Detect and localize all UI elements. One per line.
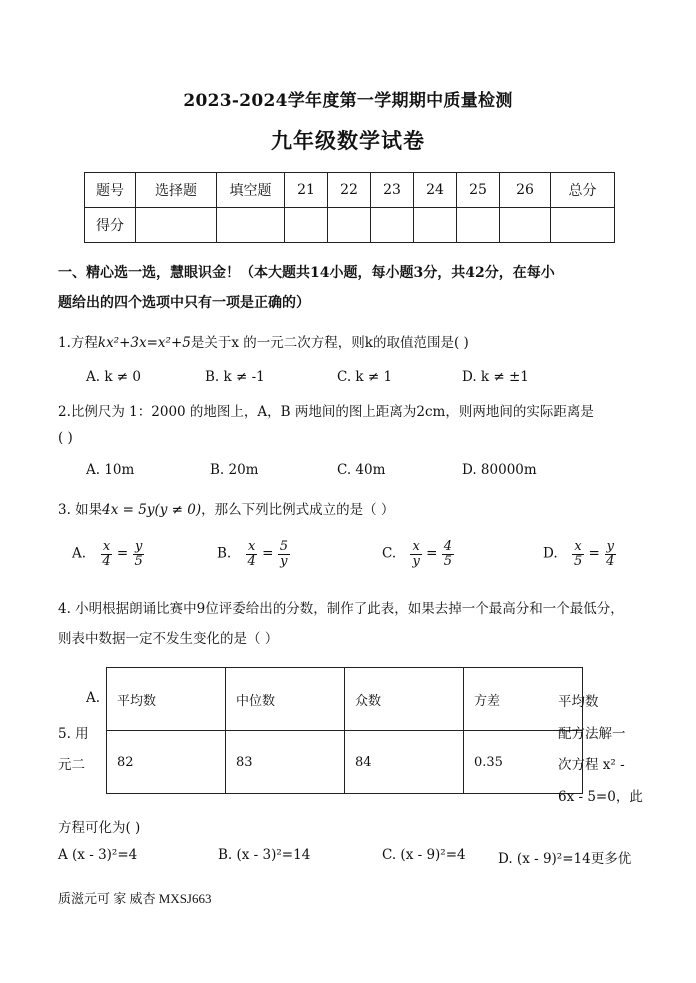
q4-stats-table xyxy=(106,667,583,794)
q1-option-a: A. k ≠ 0 xyxy=(86,369,141,385)
score-cell xyxy=(414,208,457,243)
fraction-numerator: y xyxy=(134,539,143,554)
question-5-fragment-4: 6x - 5=0，此 xyxy=(558,789,643,805)
stats-value-row xyxy=(107,731,583,794)
q3-option-d-left-fraction xyxy=(572,540,584,568)
score-table-score-row xyxy=(85,208,615,243)
score-cell xyxy=(500,208,551,243)
overlap-option-d-text: 平均数 xyxy=(558,694,599,710)
exam-title-line1: 2023-2024学年度第一学期期中质量检测 xyxy=(183,91,513,111)
score-header-cell: 26 xyxy=(500,173,551,208)
q3-suffix: ，那么下列比例式成立的是（ ） xyxy=(201,502,395,518)
q3-option-c: C. $\frac{x}{y}$ = $\frac{4}{5}$ xyxy=(382,539,452,569)
fraction-numerator: x xyxy=(412,539,420,554)
section1-heading-line2: 题给出的四个选项中只有一项是正确的） xyxy=(58,295,310,311)
q1-prefix: 1.方程 xyxy=(58,335,98,351)
q3-option-a-label: A. xyxy=(72,545,87,562)
question-1 xyxy=(58,331,469,351)
fraction-denominator: 5 xyxy=(573,553,583,569)
q1-option-c: C. k ≠ 1 xyxy=(337,369,393,385)
stats-header-cell: 中位数 xyxy=(226,668,345,731)
fraction-numerator: x xyxy=(247,539,256,554)
score-header-cell: 25 xyxy=(457,173,500,208)
stats-value-cell: 82 xyxy=(107,731,226,794)
fraction-denominator: y xyxy=(280,553,288,569)
fraction-numerator: y xyxy=(606,539,614,554)
q2-option-d: D. 80000m xyxy=(462,462,537,478)
q3-option-a: A. $\frac{x}{4}$ = $\frac{y}{5}$ xyxy=(72,539,143,569)
q1-option-b: B. k ≠ -1 xyxy=(205,369,265,385)
score-header-cell: 22 xyxy=(328,173,371,208)
question-2-line1: 2.比例尺为 1：2000 的地图上，A，B 两地间的图上距离为2cm，则两地间的实际距离是 xyxy=(58,404,594,420)
q3-option-c-left-fraction xyxy=(410,540,421,568)
stats-header-row xyxy=(107,668,583,731)
fraction-numerator: 4 xyxy=(443,539,452,554)
fraction-numerator: 5 xyxy=(279,539,288,554)
q3-option-b-right-fraction xyxy=(278,540,290,568)
fraction-denominator: 4 xyxy=(606,553,615,569)
score-cell xyxy=(328,208,371,243)
q3-option-b: B. $\frac{x}{4}$ = $\frac{5}{y}$ xyxy=(217,539,288,569)
score-cell xyxy=(285,208,328,243)
question-5-fragment: 元二 xyxy=(58,757,85,773)
question-3 xyxy=(58,498,394,518)
stats-value-cell: 0.35 xyxy=(464,731,583,794)
score-header-cell: 题号 xyxy=(85,173,136,208)
fraction-denominator: 5 xyxy=(134,553,143,569)
stats-value-cell: 83 xyxy=(226,731,345,794)
score-table-header-row xyxy=(85,173,615,208)
question-5-line: 方程可化为( ) xyxy=(58,820,141,836)
fraction-denominator: 4 xyxy=(102,553,111,569)
score-header-cell: 21 xyxy=(285,173,328,208)
stats-header-cell: 方差 xyxy=(464,668,583,731)
question-2-line2: ( ) xyxy=(58,430,73,446)
footer-text: 质滋元可 家 威杏 MXSJ663 xyxy=(58,891,212,906)
q5-option-d xyxy=(498,847,631,867)
q2-option-b: B. 20m xyxy=(210,462,259,478)
q3-option-b-left-fraction xyxy=(246,540,258,568)
fraction-denominator: 4 xyxy=(247,553,256,569)
q1-option-d: D. k ≠ ±1 xyxy=(462,369,529,385)
q5-option-c: C. (x - 9)²=4 xyxy=(382,847,466,863)
stats-value-cell: 84 xyxy=(345,731,464,794)
q3-option-d: D. $\frac{x}{5}$ = $\frac{y}{4}$ xyxy=(543,539,615,569)
exam-title-line2: 九年级数学试卷 xyxy=(271,128,425,153)
q5-option-b: B. (x - 3)²=14 xyxy=(218,847,311,863)
question-5-fragment-2: 配方法解一 xyxy=(558,726,626,742)
score-row-label: 得分 xyxy=(85,208,136,243)
q5-trailing-text: 更多优 xyxy=(590,851,632,867)
q3-prefix: 3. 如果 xyxy=(58,502,103,518)
question-4-line1: 4. 小明根据朗诵比赛中9位评委给出的分数，制作了此表，如果去掉一个最高分和一个最低分， xyxy=(58,601,624,617)
fraction-denominator: y xyxy=(412,553,420,569)
score-header-cell: 23 xyxy=(371,173,414,208)
q3-option-d-label: D. xyxy=(543,545,558,562)
q2-option-c: C. 40m xyxy=(337,462,386,478)
score-cell xyxy=(136,208,217,243)
score-header-cell: 总分 xyxy=(551,173,615,208)
fraction-numerator: x xyxy=(574,539,582,554)
section1-heading-line1: 一、精心选一选，慧眼识金！（本大题共14小题，每小题3分，共42分，在每小 xyxy=(58,265,555,281)
q5-option-d-text: D. (x - 9)²=14 xyxy=(498,851,591,867)
stats-header-cell: 平均数 xyxy=(107,668,226,731)
q5-option-a: A (x - 3)²=4 xyxy=(58,847,138,863)
score-table xyxy=(84,172,615,243)
q3-option-b-label: B. xyxy=(217,545,232,562)
score-header-cell: 选择题 xyxy=(136,173,217,208)
score-header-cell: 24 xyxy=(414,173,457,208)
q1-suffix: 是关于x 的一元二次方程，则k的取值范围是( ) xyxy=(190,335,469,351)
score-header-cell: 填空题 xyxy=(217,173,285,208)
score-cell xyxy=(371,208,414,243)
stats-header-cell: 众数 xyxy=(345,668,464,731)
question-5-start: 5. 用 xyxy=(58,726,89,742)
score-cell xyxy=(457,208,500,243)
question-4-line2: 则表中数据一定不发生变化的是（ ） xyxy=(58,631,279,647)
fraction-numerator: x xyxy=(102,539,111,554)
fraction-denominator: 5 xyxy=(443,553,452,569)
q3-option-d-right-fraction xyxy=(604,540,616,568)
q3-option-c-right-fraction xyxy=(442,540,454,568)
q3-option-c-label: C. xyxy=(382,545,397,562)
score-cell xyxy=(551,208,615,243)
overlap-option-a: A. xyxy=(86,690,101,706)
q3-option-a-left-fraction xyxy=(100,540,112,568)
q3-condition: 4x = 5y(y ≠ 0) xyxy=(102,502,202,518)
q1-equation: kx²+3x=x²+5 xyxy=(97,335,191,351)
question-5-fragment-3: 次方程 x² - xyxy=(558,757,625,773)
q3-option-a-right-fraction xyxy=(133,540,145,568)
q2-option-a: A. 10m xyxy=(86,462,135,478)
score-cell xyxy=(217,208,285,243)
